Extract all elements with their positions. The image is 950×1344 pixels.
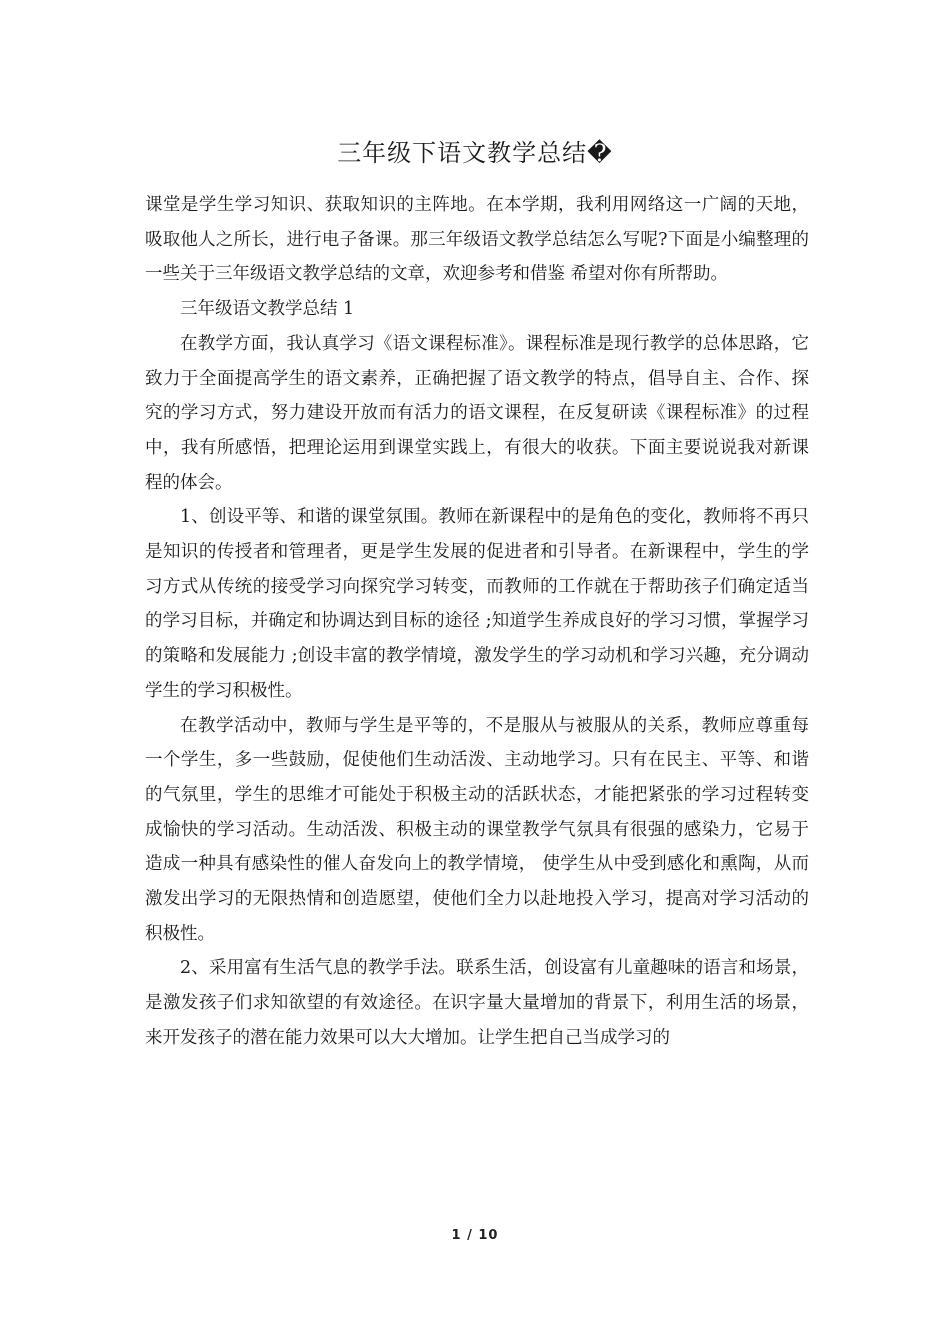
body-paragraph: 在教学方面，我认真学习《语文课程标准》。课程标准是现行教学的总体思路，它致力于全面提高学生的语文素养，正确把握了语文教学的特点，倡导自主、合作、探究的学习方式，努力建设开放而有活力的语文课程，在反复研读《课程标准》的过程中，我有所感悟，把理论运用到课堂实践上，有很大的收获。下面主要说说我对新课程的体会。: [145, 333, 809, 493]
document-body: [145, 188, 809, 1056]
body-paragraph: 2、采用富有生活气息的教学手法。联系生活，创设富有儿童趣味的语言和场景，是激发孩子们求知欲望的有效途径。在识字量大量增加的背景下，利用生活的场景，来开发孩子的潜在能力效果可以大大增加。让学生把自己当成学习的: [145, 958, 809, 1048]
page-number: 1 / 10: [451, 1228, 499, 1243]
section-heading: 三年级语文教学总结 1: [180, 299, 355, 320]
document-title: 三年级下语文教学总结�: [337, 139, 613, 167]
body-paragraph: 1、创设平等、和谐的课堂氛围。教师在新课程中的是角色的变化，教师将不再只是知识的传授者和管理者，更是学生发展的促进者和引导者。在新课程中，学生的学习方式从传统的接受学习向探究学习转变，而教师的工作就在于帮助孩子们确定适当的学习目标，并确定和协调达到目标的途径 ;知道学生养成良好的学习习惯，掌握学习的策略和发展能力 ;创设丰富的教学情境，激发学生的学习动机和学习兴趣，充分调动学生的学习积极性。: [145, 507, 809, 701]
intro-paragraph: 课堂是学生学习知识、获取知识的主阵地。在本学期，我利用网络这一广阔的天地，吸取他人之所长，进行电子备课。那三年级语文教学总结怎么写呢?下面是小编整理的一些关于三年级语文教学总结的文章，欢迎参考和借鉴 希望对你有所帮助。: [145, 195, 809, 285]
body-paragraph: 在教学活动中，教师与学生是平等的，不是服从与被服从的关系，教师应尊重每一个学生，多一些鼓励，促使他们生动活泼、主动地学习。只有在民主、平等、和谐的气氛里，学生的思维才可能处于积极主动的活跃状态，才能把紧张的学习过程转变成愉快的学习活动。生动活泼、积极主动的课堂教学气氛具有很强的感染力，它易于造成一种具有感染性的催人奋发向上的教学情境， 使学生从中受到感化和熏陶，从而激发出学习的无限热情和创造愿望，使他们全力以赴地投入学习，提高对学习活动的积极性。: [145, 715, 809, 944]
